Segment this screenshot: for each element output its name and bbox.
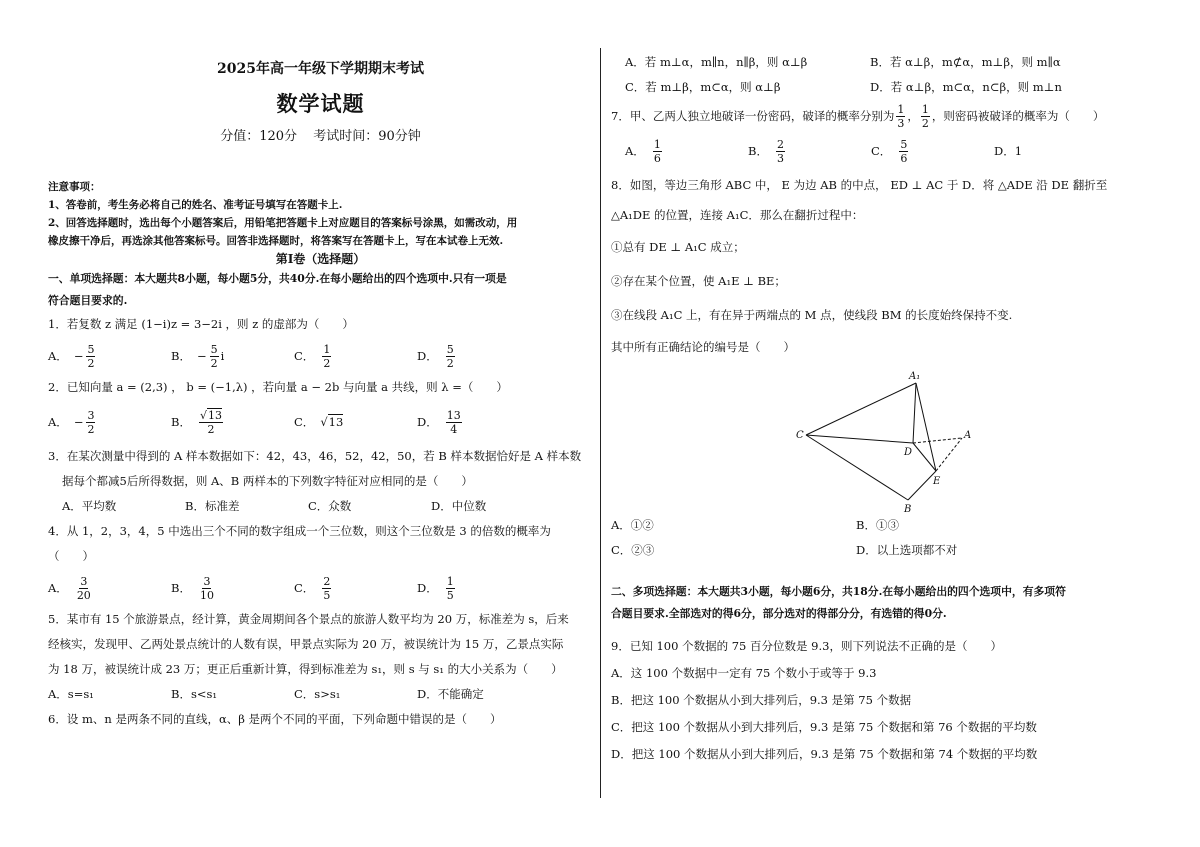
q8-options-row2 xyxy=(611,538,1156,563)
q4-option-d: D． $\frac{1}{5}$ xyxy=(417,574,454,602)
q1-option-c: C． $\frac{1}{2}$ xyxy=(294,342,331,370)
notice-block xyxy=(48,178,593,250)
q6-option-c: C．若 m⊥β，m⊂α，则 α⊥β xyxy=(625,80,781,94)
q8-figure xyxy=(611,368,1156,513)
q7-option-c: C． $\frac{5}{6}$ xyxy=(871,137,908,165)
question-7 xyxy=(611,100,1156,170)
q2-option-b: B． $\frac{√13}{2}$ xyxy=(171,408,222,436)
q5-option-c: C．s>s₁ xyxy=(294,687,341,701)
q8-options-row1 xyxy=(611,513,1156,538)
q6-options-row1 xyxy=(611,50,1156,75)
q6-option-d: D．若 α⊥β，m⊂α，n⊂β，则 m⊥n xyxy=(870,80,1062,94)
section1-heading xyxy=(48,268,593,312)
q7-option-a: A． $\frac{1}{6}$ xyxy=(625,137,661,165)
q9-option-b: B．把这 100 个数据从小到大排列后，9.3 是第 75 个数据 xyxy=(611,693,912,707)
q8-statement-1: ①总有 DE ⊥ A₁C 成立； xyxy=(611,240,745,254)
q8-ask: 其中所有正确结论的编号是（ ） xyxy=(611,340,795,354)
q8-option-b: B．①③ xyxy=(856,518,899,532)
label-c: C xyxy=(796,430,804,441)
q4-line1: 4．从 1，2，3，4，5 中选出三个不同的数字组成一个三位数，则这个三位数是 3 的倍数的概率为 xyxy=(48,524,551,538)
question-3 xyxy=(48,444,593,519)
q3-option-b: B．标准差 xyxy=(185,499,240,513)
q8-statement-3: ③在线段 A₁C 上，有在异于两端点的 M 点，使线段 BM 的长度始终保持不变. xyxy=(611,308,1013,322)
exam-subject: 数学试题 xyxy=(276,91,365,116)
section2-line2: 合题目要求.全部选对的得6分，部分选对的得部分分，有选错的得0分. xyxy=(611,607,947,620)
q7-option-d: D．1 xyxy=(994,143,1023,158)
section1-line1: 一、单项选择题：本大题共8小题，每小题5分，共40分.在每小题给出的四个选项中.只有一项是 xyxy=(48,272,507,285)
question-8 xyxy=(611,170,1156,563)
column-divider xyxy=(600,48,601,798)
question-9 xyxy=(611,633,1156,768)
exam-meta xyxy=(48,126,593,148)
label-b: B xyxy=(904,504,912,513)
q4-line2: （ ） xyxy=(48,549,94,563)
folded-triangle-diagram xyxy=(796,368,976,513)
q8-line2: △A₁DE 的位置，连接 A₁C．那么在翻折过程中： xyxy=(611,208,864,222)
q4-option-a: A． $\frac{3}{20}$ xyxy=(48,574,91,602)
q2-options xyxy=(48,400,593,444)
notice-item-2a: 2、回答选择题时，选出每个小题答案后，用铅笔把答题卡上对应题目的答案标号涂黑，如需改动，用 xyxy=(48,217,518,229)
q1-options xyxy=(48,337,593,375)
q6-option-a: A．若 m⊥α，m∥n，n∥β，则 α⊥β xyxy=(625,55,808,69)
q8-line1: 8．如图，等边三角形 ABC 中， E 为边 AB 的中点， ED ⊥ AC 于 D．将 △ADE 沿 DE 翻折至 xyxy=(611,178,1108,192)
q6-option-b: B．若 α⊥β，m⊄α，m⊥β，则 m∥α xyxy=(870,55,1061,69)
q5-option-d: D．不能确定 xyxy=(417,687,484,701)
q4-option-c: C． $\frac{2}{5}$ xyxy=(294,574,331,602)
label-a1: A₁ xyxy=(909,371,921,382)
q8-option-a: A．①② xyxy=(611,518,654,532)
section1-line2: 符合题目要求的. xyxy=(48,294,128,307)
q8-option-d: D．以上选项都不对 xyxy=(856,543,958,557)
q3-line2: 据每个都减5后所得数据，则 A、B 两样本的下列数字特征对应相同的是（ ） xyxy=(62,474,473,488)
question-1 xyxy=(48,312,593,375)
q4-options xyxy=(48,569,593,607)
question-6-options xyxy=(611,50,1156,100)
q5-line2: 经核实，发现甲、乙两处景点统计的人数有误，甲景点实际为 20 万，被误统计为 15 万，乙景点实际 xyxy=(48,637,564,651)
left-column xyxy=(48,58,593,732)
exam-time: 考试时间：90分钟 xyxy=(313,129,421,144)
q1-option-b: B． − $\frac{5}{2}$ i xyxy=(171,342,225,370)
q4-option-b: B． $\frac{3}{10}$ xyxy=(171,574,214,602)
q2-option-d: D． $\frac{13}{4}$ xyxy=(417,408,461,436)
question-5 xyxy=(48,607,593,707)
question-6-stem xyxy=(48,707,593,732)
q5-line1: 5．某市有 15 个旅游景点，经计算，黄金周期间各个景点的旅游人数平均为 20 万，标准差为 s，后来 xyxy=(48,612,569,626)
q8-statement-2: ②存在某个位置，使 A₁E ⊥ BE； xyxy=(611,274,786,288)
question-2 xyxy=(48,375,593,444)
notice-item-1: 1、答卷前，考生务必将自己的姓名、准考证号填写在答题卡上. xyxy=(48,199,343,211)
q5-options xyxy=(48,682,593,707)
section2-heading xyxy=(611,581,1156,625)
q9-option-d: D．把这 100 个数据从小到大排列后，9.3 是第 75 个数据和第 74 个数据的平均数 xyxy=(611,747,1038,761)
q2-option-c: C． √13 xyxy=(294,414,344,429)
q1-stem: 1．若复数 z 满足 (1−i)z = 3−2i ，则 z 的虚部为（ ） xyxy=(48,317,354,331)
q7-options xyxy=(611,132,1156,170)
label-d: D xyxy=(904,447,913,458)
q1-option-d: D． $\frac{5}{2}$ xyxy=(417,342,454,370)
q5-option-b: B．s<s₁ xyxy=(171,687,217,701)
q6-stem: 6．设 m、n 是两条不同的直线，α、β 是两个不同的平面，下列命题中错误的是（ ） xyxy=(48,712,502,726)
q3-line1: 3．在某次测量中得到的 A 样本数据如下：42，43，46，52，42，50，若 B 样本数据恰好是 A 样本数 xyxy=(48,449,582,463)
q5-option-a: A．s=s₁ xyxy=(48,687,94,701)
q2-option-a: A． − $\frac{3}{2}$ xyxy=(48,408,95,436)
right-column xyxy=(611,50,1156,768)
question-4 xyxy=(48,519,593,607)
notice-item-2b: 橡皮擦干净后，再选涂其他答案标号。回答非选择题时，将答案写在答题卡上，写在本试卷上无效. xyxy=(48,235,504,247)
label-a: A xyxy=(964,430,972,441)
q8-option-c: C．②③ xyxy=(611,543,655,557)
label-e: E xyxy=(933,476,941,487)
q3-option-a: A．平均数 xyxy=(62,499,117,513)
q9-option-a: A．这 100 个数据中一定有 75 个数小于或等于 9.3 xyxy=(611,666,877,680)
volume-title: 第Ⅰ卷（选择题） xyxy=(275,252,366,266)
exam-title: 2025年高一年级下学期期末考试 xyxy=(217,61,424,77)
q3-option-c: C．众数 xyxy=(308,499,352,513)
q3-option-d: D．中位数 xyxy=(431,499,487,513)
q9-stem: 9．已知 100 个数据的 75 百分位数是 9.3，则下列说法不正确的是（ ） xyxy=(611,639,1002,653)
q7-stem: 7．甲、乙两人独立地破译一份密码，破译的概率分别为 $\frac{1}{3}$ ， $\frac{1}{2}$ ，则密码被破译的概率为（ ） xyxy=(611,102,1105,130)
score-value: 分值：120分 xyxy=(220,129,298,144)
section2-line1: 二、多项选择题：本大题共3小题，每小题6分，共18分.在每小题给出的四个选项中，有多项符 xyxy=(611,585,1066,598)
q2-stem: 2．已知向量 a = (2,3) ， b = (−1,λ) ，若向量 a − 2b 与向量 a 共线，则 λ =（ ） xyxy=(48,380,508,394)
q1-option-a: A． − $\frac{5}{2}$ xyxy=(48,342,95,370)
notice-heading: 注意事项： xyxy=(48,181,101,193)
q6-options-row2 xyxy=(611,75,1156,100)
q5-line3: 为 18 万，被误统计成 23 万；更正后重新计算，得到标准差为 s₁，则 s 与 s₁ 的大小关系为（ ） xyxy=(48,662,563,676)
q3-options xyxy=(48,494,593,519)
q9-option-c: C．把这 100 个数据从小到大排列后，9.3 是第 75 个数据和第 76 个数据的平均数 xyxy=(611,720,1037,734)
q7-option-b: B． $\frac{2}{3}$ xyxy=(748,137,784,165)
